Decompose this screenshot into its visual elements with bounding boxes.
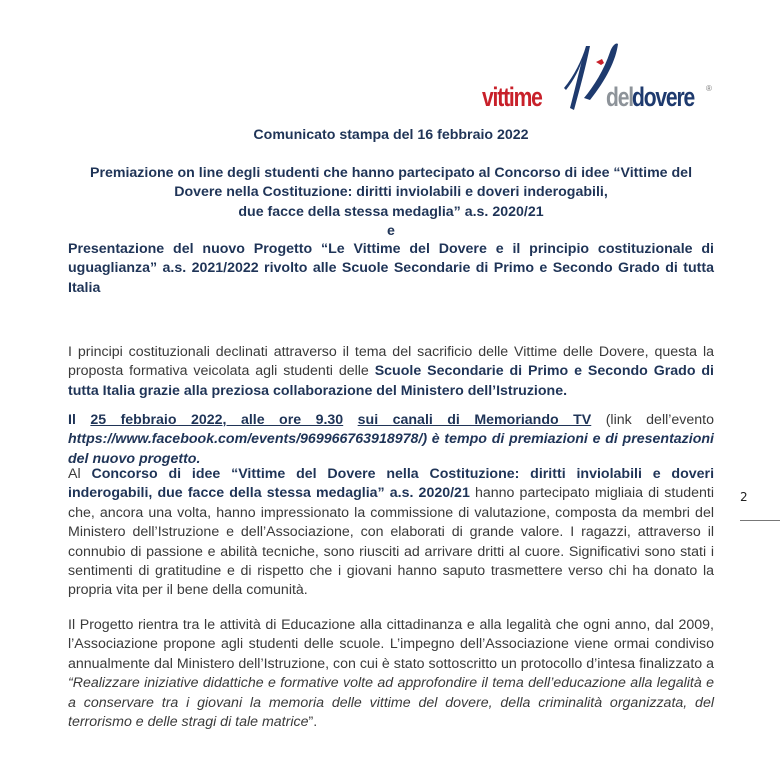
registered-mark: ® [706,84,712,93]
intro-text: I principi costituzionali declinati attraverso il tema del sacrificio delle Vittime delle Dovere, questa la proposta formativa veicolata agli studenti delle [68,344,714,380]
event-link-prefix: (link dell’evento [591,412,714,428]
contest-lead: Al [68,466,92,482]
event-link[interactable]: https://www.facebook.com/events/969966763918978/ [68,431,423,448]
project-quote: “Realizzare iniziative didattiche e formative volte ad approfondire il tema dell’educazione alla legalità e a conservare tra i giovani la memoria delle vittime del dovere, della criminalità organizzata, del terrorismo e delle stragi di tale matrice [68,675,714,731]
intro-bold-text: Scuole Secondarie di Primo e Secondo Grado di tutta Italia grazie alla preziosa collaborazione del Ministero dell’Istruzione. [68,363,714,399]
project-text: Il Progetto rientra tra le attività di Educazione alla cittadinanza e alla legalità che ogni anno, dal 2009, l’Associazione propone agli studenti delle scuole. L’impegno dell’Associazione viene ormai condiviso annualmente dal Ministero dell’Istruzione, con cui è stato sottoscritto un protocollo d’intesa finalizzato a [68,617,714,672]
paragraph-intro [68,343,714,401]
project-quote-end: ”. [308,714,318,731]
page-number-divider [740,520,780,521]
logo-word-vittime: vittime [482,82,542,112]
headline-conjunction: e [387,223,395,239]
contest-title: Concorso di idee “Vittime del Dovere nella Costituzione: diritti inviolabili e doveri inderogabili, due facce della stessa medaglia” a.s. 2020/21 [68,466,715,502]
contest-text: hanno partecipato migliaia di studenti che, ancora una volta, hanno impressionato la commissione di valutazione, composta da membri del Ministero dell’Istruzione e dell’Associazione, con elaborati di grande valore. I ragazzi, attraverso il connubio di passione e abilità tecniche, sono riusciti ad arrivare dritti al cuore. Significativi sono stati i sentimenti di gratitudine e di rispetto che i giovani hanno saputo trasmettere verso chi ha donato la propria vita per il bene della comunità. [68,485,714,599]
headline-awards-line: Dovere nella Costituzione: diritti inviolabili e doveri inderogabili, [174,184,608,201]
press-release-date: Comunicato stampa del 16 febbraio 2022 [253,127,529,143]
paragraph-contest [68,465,714,601]
headline-new-project: Presentazione del nuovo Progetto “Le Vittime del Dovere e il principio costituzionale di uguaglianza” a.s. 2021/2022 rivolto alle Scuole Secondarie di Primo e Secondo Grado di tutta Italia [68,241,714,296]
headline-awards-line: due facce della stessa medaglia” a.s. 2020/21 [238,203,544,220]
event-description: ) è tempo di premiazioni e di presentazioni del nuovo progetto. [68,431,714,467]
event-lead: Il [68,412,91,428]
vittime-del-dovere-logo [478,38,723,118]
headline-awards-line: Premiazione on line degli studenti che hanno partecipato al Concorso di idee “Vittime del [89,165,693,181]
headline-awards [78,164,704,222]
logo-word-del: del [606,82,633,112]
paragraph-event [68,411,714,469]
event-date: 25 febbraio 2022, alle ore 9.30 [90,412,344,428]
paragraph-project [68,616,714,732]
event-channel[interactable]: sui canali di Memoriando TV [357,412,592,428]
page-number: 2 [740,490,748,504]
logo-word-dovere: dovere [632,82,695,112]
